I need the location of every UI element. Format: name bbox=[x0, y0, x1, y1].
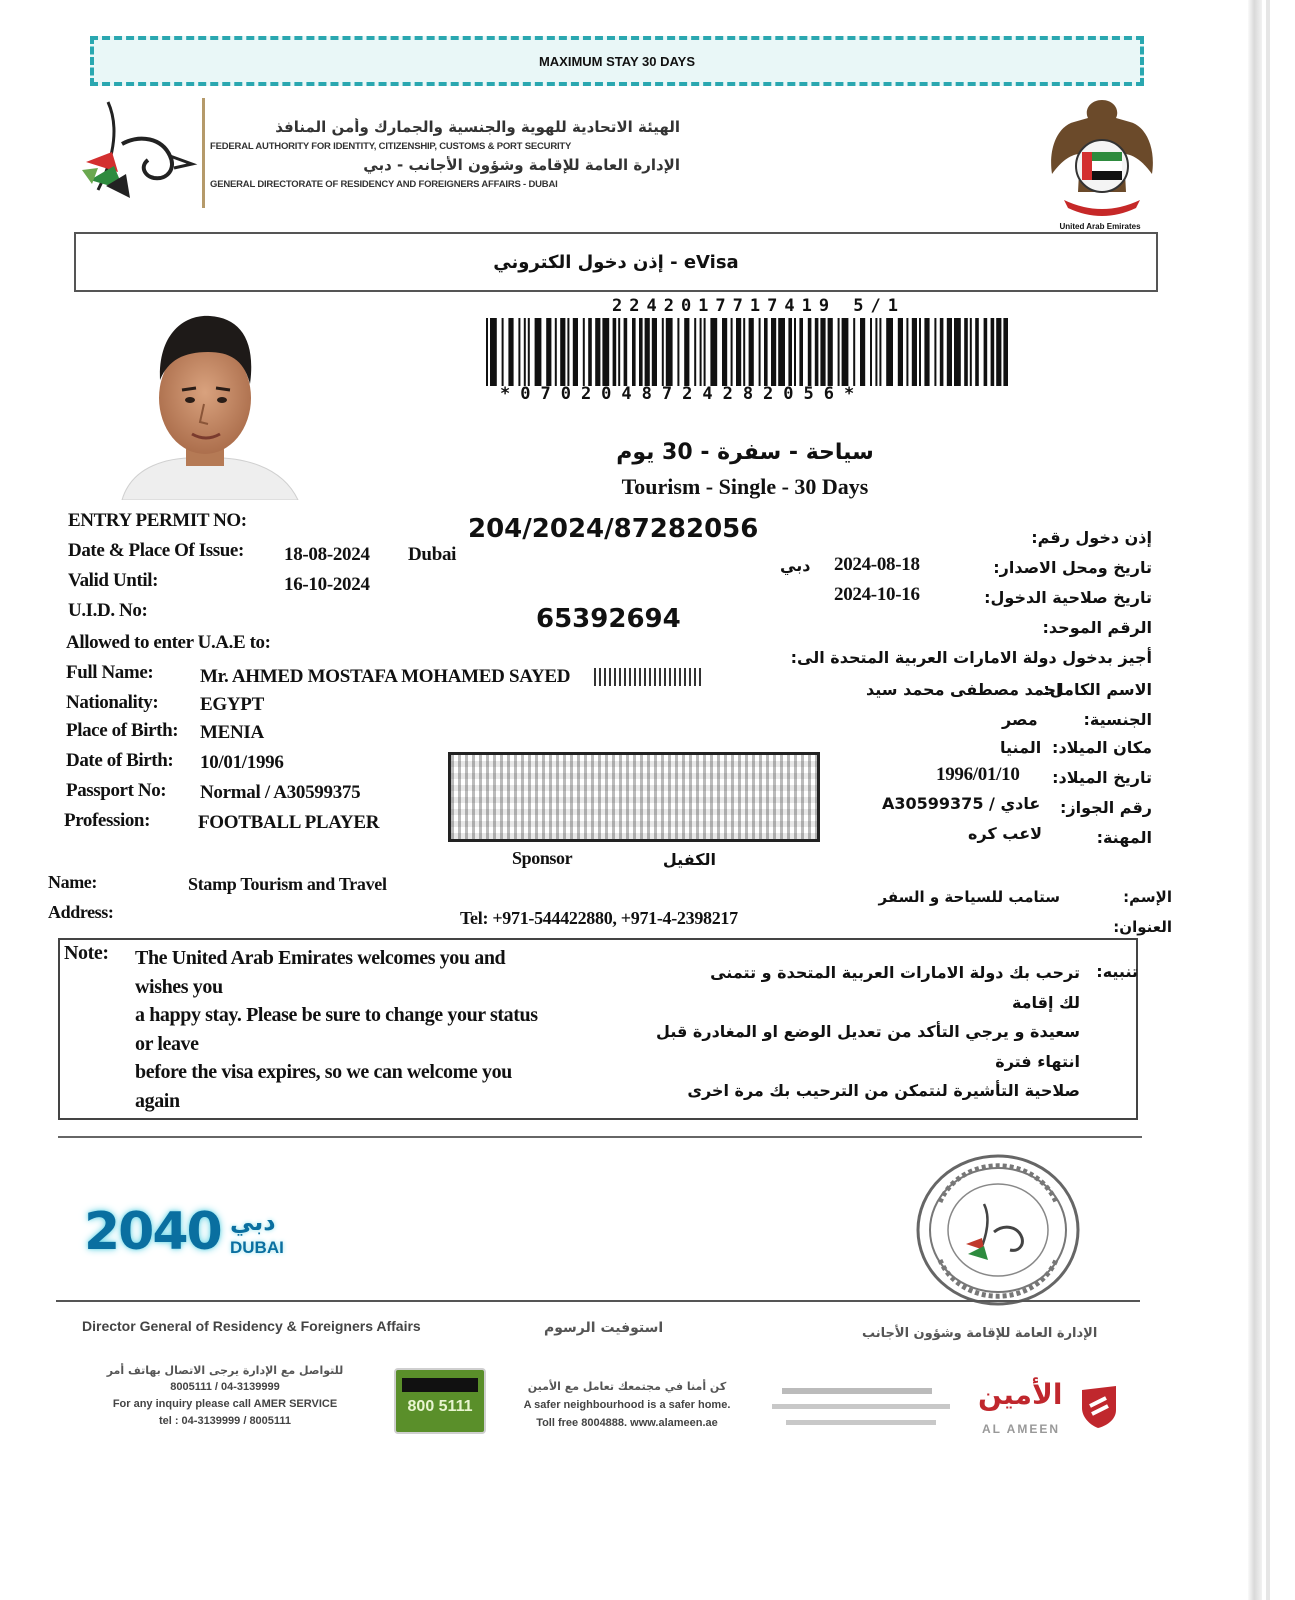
note-line-ar: ترحب بك دولة الامارات العربية المتحدة و تتمنى bbox=[710, 963, 1080, 982]
full-name-value: Mr. AHMED MOSTAFA MOHAMED SAYED bbox=[200, 666, 571, 687]
al-ameen-logo-en: AL AMEEN bbox=[982, 1422, 1061, 1436]
ameen-message-en: A safer neighbourhood is a safer home. bbox=[523, 1399, 731, 1411]
dob-value: 10/01/1996 bbox=[200, 752, 284, 773]
dubai-logo-en: DUBAI bbox=[230, 1238, 284, 1257]
barcode-bar bbox=[886, 318, 893, 386]
barcode-bar bbox=[710, 318, 717, 386]
barcode-bar bbox=[984, 318, 988, 386]
fees-paid-ar: استوفيت الرسوم bbox=[544, 1320, 664, 1336]
nationality-value: EGYPT bbox=[200, 694, 264, 715]
dob-label: Date of Birth: bbox=[66, 750, 174, 771]
barcode-bar bbox=[588, 318, 592, 386]
directorate-name-en: GENERAL DIRECTORATE OF RESIDENCY AND FOREIGNERS AFFAIRS - DUBAI bbox=[210, 179, 558, 190]
sponsor-name-label-ar: الإسم: bbox=[1123, 888, 1172, 906]
profession-label: Profession: bbox=[64, 810, 151, 831]
barcode-bar bbox=[860, 318, 865, 386]
barcode-bar bbox=[954, 318, 961, 386]
barcode-bar bbox=[524, 318, 526, 386]
sponsor-address-label-ar: العنوان: bbox=[1113, 918, 1172, 936]
allowed-label-ar: أجيز بدخول دولة الامارات العربية المتحدة الى: bbox=[790, 648, 1152, 667]
directorate-ar: الإدارة العامة للإقامة وشؤون الأجانب bbox=[862, 1326, 1098, 1341]
al-ameen-logo bbox=[978, 1378, 1128, 1442]
barcode-bar bbox=[764, 318, 768, 386]
dubai-2040-number: 2040 bbox=[84, 1202, 221, 1262]
barcode-bar bbox=[677, 318, 679, 386]
emblem-caption: United Arab Emirates bbox=[1059, 222, 1141, 231]
barcode-bar bbox=[731, 318, 733, 386]
redacted-block bbox=[448, 752, 820, 842]
barcode-bar bbox=[535, 318, 542, 386]
note-line: wishes you bbox=[135, 975, 223, 998]
barcode-bar bbox=[736, 318, 741, 386]
barcode-bar bbox=[906, 318, 908, 386]
pob-label: Place of Birth: bbox=[66, 720, 179, 741]
valid-until-label: Valid Until: bbox=[68, 570, 159, 591]
visa-type-ar: سياحة - سفرة - 30 يوم bbox=[616, 440, 874, 465]
barcode-bar bbox=[924, 318, 929, 386]
profession-ar: لاعب كره bbox=[968, 824, 1043, 843]
barcode-bar bbox=[602, 318, 609, 386]
barcode-bar bbox=[632, 318, 636, 386]
barcode-bar bbox=[639, 318, 643, 386]
al-ameen-shield-icon bbox=[1078, 1384, 1120, 1428]
profession-value: FOOTBALL PLAYER bbox=[198, 812, 380, 833]
barcode-bar bbox=[595, 318, 600, 386]
logo-divider bbox=[202, 98, 205, 208]
passport-label-ar: رقم الجواز: bbox=[1060, 798, 1152, 817]
note-line: before the visa expires, so we can welcome you bbox=[135, 1061, 512, 1083]
note-line: or leave bbox=[135, 1032, 199, 1055]
barcode-bar bbox=[560, 318, 565, 386]
passport-ar: A30599375 / عادي bbox=[882, 794, 1041, 813]
issue-place-ar: دبي bbox=[780, 556, 811, 575]
barcode-top-number: 2242017717419 5/1 bbox=[612, 296, 905, 316]
sponsor-name-label: Name: bbox=[48, 872, 97, 892]
barcode-bar bbox=[975, 318, 979, 386]
amer-contact-en: For any inquiry please call AMER SERVICE bbox=[112, 1398, 338, 1410]
uae-emblem-icon bbox=[1046, 96, 1158, 220]
note-line-ar: سعيدة و يرجي التأكد من تعديل الوضع او المغادرة قبل bbox=[656, 1022, 1080, 1041]
page-edge-line bbox=[1266, 0, 1270, 1600]
sponsor-address-label: Address: bbox=[48, 902, 114, 922]
barcode-bar bbox=[778, 318, 785, 386]
barcode-bar bbox=[940, 318, 944, 386]
barcode-bar bbox=[853, 318, 855, 386]
barcode-bar bbox=[694, 318, 696, 386]
max-stay-banner: MAXIMUM STAY 30 DAYS bbox=[90, 36, 1144, 86]
issue-label: Date & Place Of Issue: bbox=[68, 540, 244, 561]
full-name-label: Full Name: bbox=[66, 662, 154, 683]
amer-contact bbox=[88, 1362, 362, 1430]
amer-contact-nums: 8005111 / 04-3139999 bbox=[170, 1381, 280, 1393]
sponsor-name-ar: ستامب للسياحة و السفر bbox=[878, 888, 1060, 906]
barcode-bar bbox=[613, 318, 617, 386]
amer-contact-tel: tel : 04-3139999 / 8005111 bbox=[158, 1415, 292, 1427]
amer-contact-ar: للتواصل مع الإدارة يرجى الاتصال بهاتف أمر bbox=[106, 1364, 344, 1377]
barcode-bar bbox=[546, 318, 551, 386]
visa-type-en: Tourism - Single - 30 Days bbox=[621, 474, 869, 499]
entry-permit-number: 204/2024/87282056 bbox=[468, 514, 759, 544]
authority-name-en: FEDERAL AUTHORITY FOR IDENTITY, CITIZENSHIP, CUSTOMS & PORT SECURITY bbox=[210, 141, 572, 152]
entry-permit-label: ENTRY PERMIT NO: bbox=[68, 510, 247, 531]
allowed-label: Allowed to enter U.A.E to: bbox=[66, 632, 271, 653]
barcode-bar bbox=[838, 318, 840, 386]
name-redaction bbox=[594, 668, 704, 686]
note-line: a happy stay. Please be sure to change your status bbox=[135, 1004, 538, 1026]
entry-permit-label-ar: إذن دخول رقم: bbox=[1031, 528, 1152, 547]
barcode-bar bbox=[743, 318, 745, 386]
sponsor-name: Stamp Tourism and Travel bbox=[188, 874, 387, 894]
barcode-bar bbox=[991, 318, 995, 386]
issue-label-ar: تاريخ ومحل الاصدار: bbox=[993, 558, 1152, 577]
barcode-bar bbox=[799, 318, 803, 386]
sponsor-label-ar: الكفيل bbox=[662, 850, 716, 869]
note-line-ar: انتهاء فترة bbox=[995, 1051, 1080, 1071]
barcode-bar bbox=[704, 318, 706, 386]
barcode-bar bbox=[528, 318, 530, 386]
page-edge-shadow bbox=[1248, 0, 1262, 1600]
community-logos-icon bbox=[772, 1382, 950, 1438]
barcode-bar bbox=[808, 318, 812, 386]
amer-logo-bar bbox=[402, 1378, 478, 1392]
note-line: The United Arab Emirates welcomes you and bbox=[135, 947, 506, 969]
full-name-ar: احمد مصطفى محمد سيد bbox=[866, 680, 1062, 699]
barcode-bar bbox=[618, 318, 620, 386]
al-ameen-logo-ar: الأمين bbox=[978, 1378, 1063, 1411]
barcode-bar bbox=[759, 318, 761, 386]
barcode-bar bbox=[870, 318, 872, 386]
note-line: again bbox=[135, 1089, 180, 1112]
barcode-bar bbox=[645, 318, 650, 386]
barcode-bottom-number: *0702048724282056* bbox=[500, 384, 865, 404]
sponsor-label: Sponsor bbox=[512, 848, 573, 868]
ameen-message bbox=[502, 1378, 752, 1432]
dubai-logo-ar: دبي bbox=[230, 1208, 276, 1236]
barcode-bar bbox=[486, 318, 488, 386]
amer-number: 800 5111 bbox=[407, 1398, 473, 1415]
issue-date-ar: 2024-08-18 bbox=[834, 554, 920, 575]
barcode-bar bbox=[964, 318, 968, 386]
dob-label-ar: تاريخ الميلاد: bbox=[1052, 768, 1152, 787]
barcode-bar bbox=[912, 318, 917, 386]
pob-value: MENIA bbox=[200, 722, 264, 743]
pob-ar: المنيا bbox=[1000, 738, 1042, 757]
falcon-logo-icon bbox=[78, 94, 198, 204]
barcode-bar bbox=[749, 318, 754, 386]
barcode-bar bbox=[898, 318, 903, 386]
authority-header bbox=[210, 118, 680, 194]
authority-name-ar: الهيئة الاتحادية للهوية والجنسية والجمارك وأمن المنافذ bbox=[275, 118, 680, 136]
full-name-label-ar: الاسم الكامل: bbox=[1043, 680, 1152, 699]
note-text-en bbox=[135, 944, 615, 1115]
barcode-bar bbox=[662, 318, 664, 386]
passport-value: Normal / A30599375 bbox=[200, 782, 361, 803]
barcode-bar bbox=[583, 318, 585, 386]
barcode-bar bbox=[815, 318, 819, 386]
note-line-ar: لك إقامة bbox=[1011, 992, 1080, 1012]
barcode-bar bbox=[875, 318, 877, 386]
applicant-photo bbox=[112, 306, 302, 500]
barcode-bar bbox=[1003, 318, 1008, 386]
note-label: Note: bbox=[64, 942, 109, 964]
barcode-bar bbox=[842, 318, 849, 386]
barcode-bar bbox=[684, 318, 689, 386]
barcode-bar bbox=[919, 318, 921, 386]
nationality-ar: مصر bbox=[1002, 710, 1038, 729]
valid-until-date: 16-10-2024 bbox=[284, 574, 370, 595]
barcode-bar bbox=[490, 318, 497, 386]
barcode-bar bbox=[666, 318, 673, 386]
barcode-bar bbox=[567, 318, 569, 386]
barcode-bar bbox=[652, 318, 657, 386]
barcode-bar bbox=[722, 318, 727, 386]
barcode-icon bbox=[486, 318, 1008, 386]
official-stamp-icon bbox=[914, 1152, 1082, 1308]
barcode-bar bbox=[700, 318, 702, 386]
barcode-bar bbox=[934, 318, 936, 386]
footer-divider bbox=[56, 1300, 1140, 1302]
uid-label-ar: الرقم الموحد: bbox=[1042, 618, 1152, 637]
barcode-bar bbox=[947, 318, 952, 386]
barcode-bar bbox=[828, 318, 833, 386]
nationality-label: Nationality: bbox=[66, 692, 159, 713]
amer-logo bbox=[394, 1368, 486, 1434]
dob-ar: 1996/01/10 bbox=[936, 764, 1020, 785]
barcode-bar bbox=[518, 318, 520, 386]
note-line-ar: صلاحية التأشيرة لنتمكن من الترحيب بك مرة اخرى bbox=[687, 1081, 1080, 1100]
barcode-bar bbox=[508, 318, 513, 386]
barcode-bar bbox=[771, 318, 776, 386]
divider-line bbox=[58, 1136, 1142, 1138]
sponsor-tel: Tel: +971-544422880, +971-4-2398217 bbox=[460, 908, 738, 928]
barcode-bar bbox=[996, 318, 1001, 386]
evisa-title: إذن دخول الكتروني - eVisa bbox=[74, 232, 1158, 292]
passport-label: Passport No: bbox=[66, 780, 167, 801]
barcode-bar bbox=[788, 318, 792, 386]
valid-until-date-ar: 2024-10-16 bbox=[834, 584, 920, 605]
ameen-tel: Toll free 8004888. www.alameen.ae bbox=[536, 1417, 718, 1429]
barcode-bar bbox=[573, 318, 578, 386]
barcode-bar bbox=[794, 318, 796, 386]
barcode-bar bbox=[555, 318, 557, 386]
ameen-message-ar: كن أمنا في مجتمعك تعامل مع الأمين bbox=[527, 1380, 727, 1393]
pob-label-ar: مكان الميلاد: bbox=[1052, 738, 1152, 757]
barcode-bar bbox=[624, 318, 628, 386]
barcode-bar bbox=[970, 318, 972, 386]
barcode-bar bbox=[820, 318, 825, 386]
note-text-ar bbox=[640, 958, 1080, 1106]
uid-number: 65392694 bbox=[536, 604, 681, 634]
directorate-name-ar: الإدارة العامة للإقامة وشؤون الأجانب - دبي bbox=[363, 156, 680, 174]
valid-until-label-ar: تاريخ صلاحية الدخول: bbox=[984, 588, 1152, 607]
issue-place: Dubai bbox=[408, 544, 457, 565]
profession-label-ar: المهنة: bbox=[1096, 828, 1152, 847]
uid-label: U.I.D. No: bbox=[68, 600, 148, 621]
barcode-bar bbox=[502, 318, 504, 386]
director-title: Director General of Residency & Foreigners Affairs bbox=[82, 1318, 421, 1334]
barcode-bar bbox=[879, 318, 881, 386]
issue-date: 18-08-2024 bbox=[284, 544, 370, 565]
nationality-label-ar: الجنسية: bbox=[1083, 710, 1152, 729]
note-label-ar: تنبيه: bbox=[1096, 962, 1138, 981]
